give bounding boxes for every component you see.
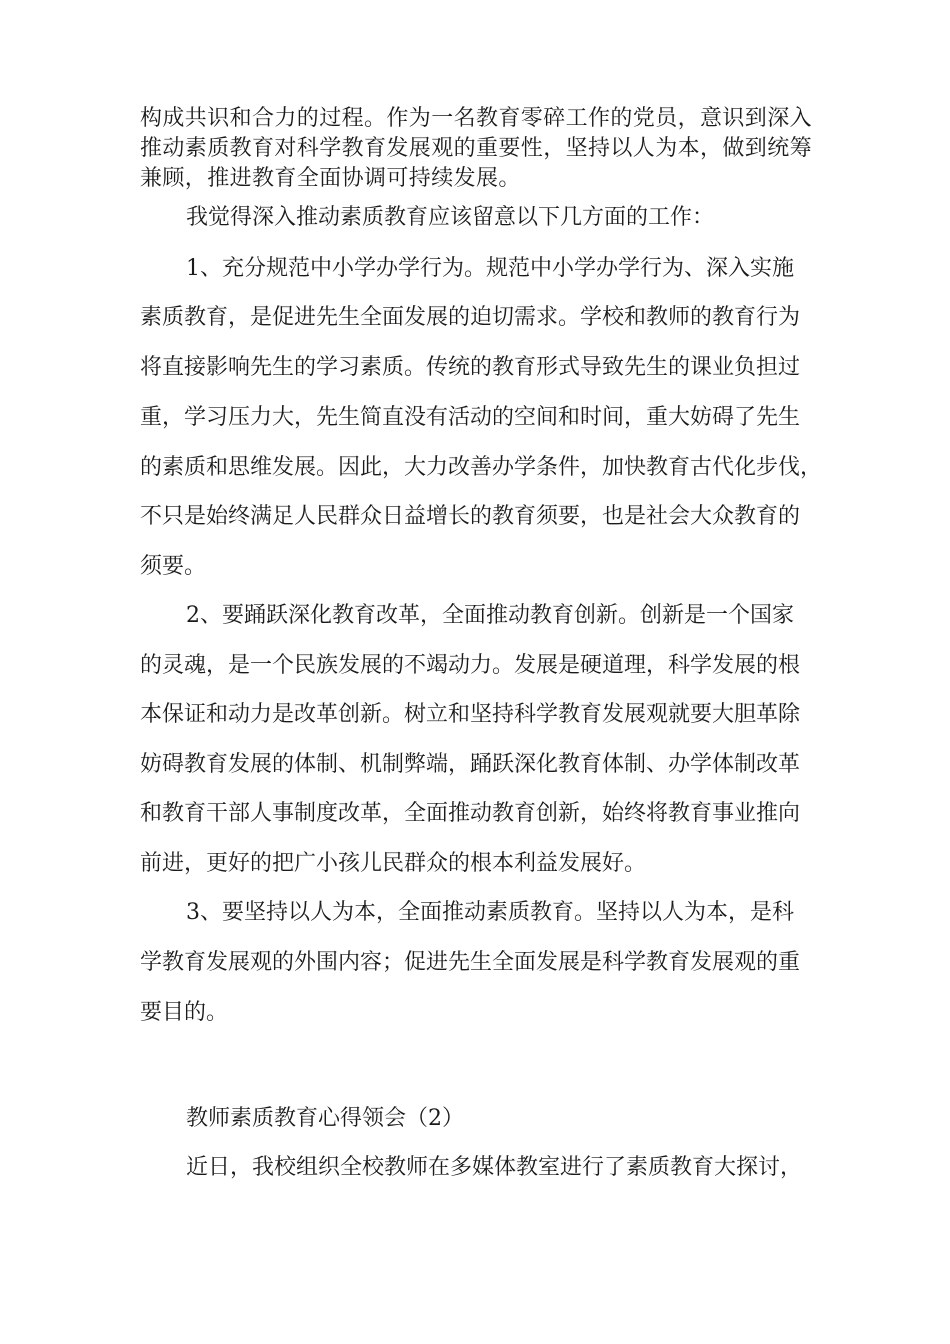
closing-line: 近日，我校组织全校教师在多媒体教室进行了素质教育大探讨， — [186, 1155, 803, 1180]
item2-line-4: 妨碍教育发展的体制、机制弊端，踊跃深化教育体制、办学体制改革 — [140, 752, 801, 777]
item2-line-3: 本保证和动力是改革创新。树立和坚持科学教育发展观就要大胆革除 — [140, 702, 801, 727]
item1-line-3: 将直接影响先生的学习素质。传统的教育形式导致先生的课业负担过 — [140, 355, 801, 380]
section-title: 教师素质教育心得领会（2） — [186, 1106, 464, 1131]
intro-line-2: 推动素质教育对科学教育发展观的重要性，坚持以人为本，做到统筹 — [140, 136, 813, 161]
item1-line-2: 素质教育，是促进先生全面发展的迫切需求。学校和教师的教育行为 — [140, 305, 801, 330]
item2-line-1: 2、要踊跃深化教育改革，全面推动教育创新。创新是一个国家 — [186, 603, 794, 628]
lead-sentence: 我觉得深入推动素质教育应该留意以下几方面的工作： — [186, 205, 715, 230]
item1-line-1: 1、充分规范中小学办学行为。规范中小学办学行为、深入实施 — [186, 256, 794, 281]
item1-line-4: 重，学习压力大，先生简直没有活动的空间和时间，重大妨碍了先生 — [140, 405, 801, 430]
intro-line-3: 兼顾，推进教育全面协调可持续发展。 — [140, 166, 521, 191]
item2-line-5: 和教育干部人事制度改革，全面推动教育创新，始终将教育事业推向 — [140, 801, 801, 826]
item1-line-7: 须要。 — [140, 554, 207, 579]
item3-line-2: 学教育发展观的外围内容；促进先生全面发展是科学教育发展观的重 — [140, 950, 801, 975]
item1-line-5: 的素质和思维发展。因此，大力改善办学条件，加快教育古代化步伐， — [140, 455, 823, 480]
item3-line-3: 要目的。 — [140, 1000, 229, 1025]
item2-line-6: 前进，更好的把广小孩儿民群众的根本利益发展好。 — [140, 851, 647, 876]
item1-line-6: 不只是始终满足人民群众日益增长的教育须要，也是社会大众教育的 — [140, 504, 801, 529]
item3-line-1: 3、要坚持以人为本，全面推动素质教育。坚持以人为本，是科 — [186, 900, 794, 925]
item2-line-2: 的灵魂，是一个民族发展的不竭动力。发展是硬道理，科学发展的根 — [140, 653, 801, 678]
intro-line-1: 构成共识和合力的过程。作为一名教育零碎工作的党员，意识到深入 — [140, 106, 813, 131]
